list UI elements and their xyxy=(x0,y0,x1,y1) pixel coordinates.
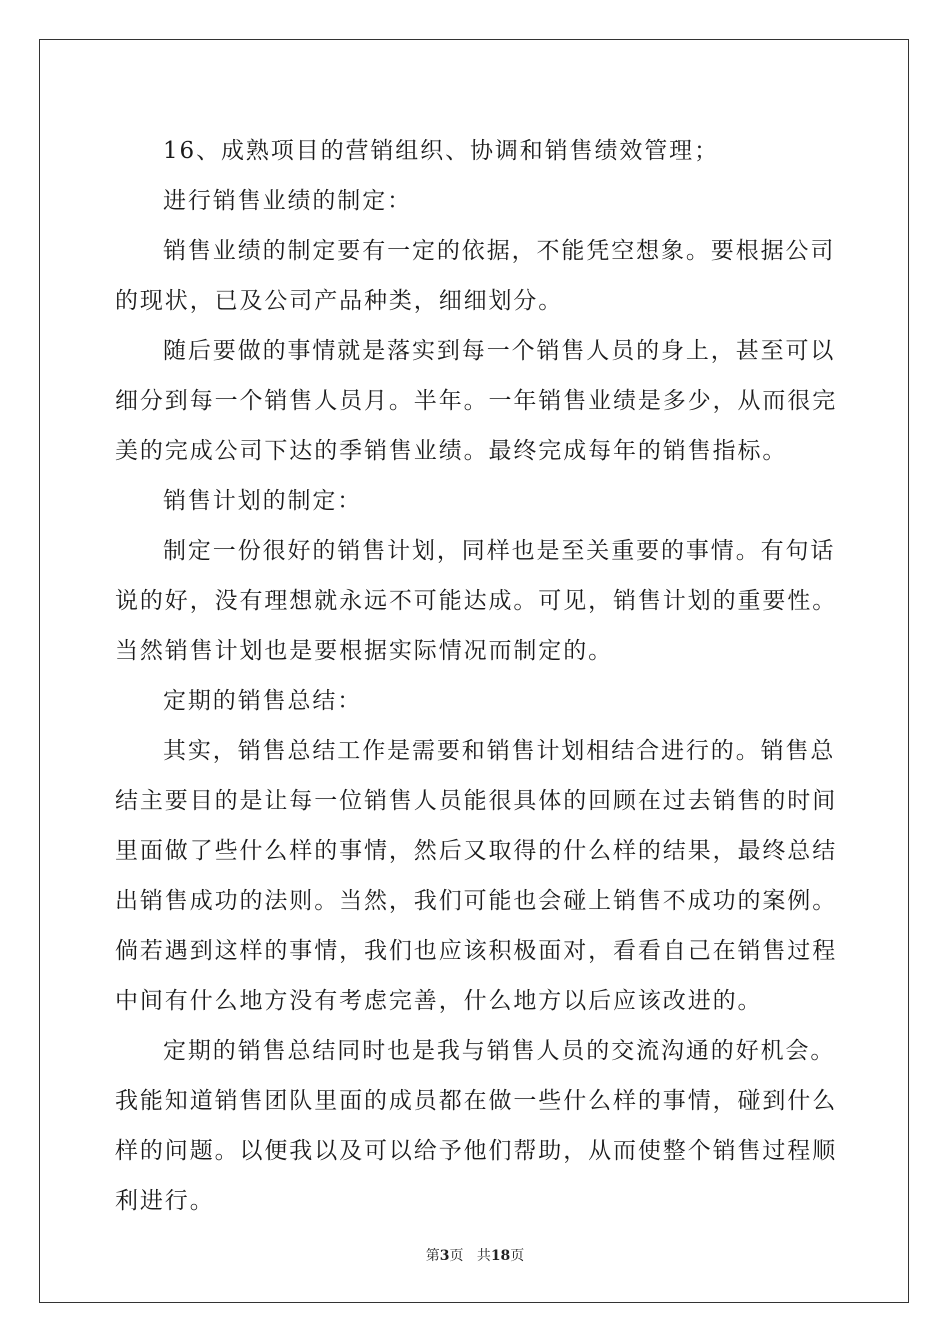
paragraph-6: 制定一份很好的销售计划，同样也是至关重要的事情。有句话说的好，没有理想就永远不可能达成。可见，销售计划的重要性。当然销售计划也是要根据实际情况而制定的。 xyxy=(115,538,838,664)
document-body xyxy=(115,126,840,1226)
footer-page-prefix: 第 xyxy=(425,1248,440,1264)
footer-total-prefix: 共 xyxy=(476,1248,491,1264)
paragraph-3: 销售业绩的制定要有一定的依据，不能凭空想象。要根据公司的现状，已及公司产品种类，细细划分。 xyxy=(115,238,836,314)
footer-total-suffix: 页 xyxy=(510,1248,525,1264)
page-footer xyxy=(0,1246,950,1266)
footer-page-number: 3 xyxy=(439,1248,450,1264)
footer-page-suffix: 页 xyxy=(449,1248,464,1264)
heading-sales-performance: 进行销售业绩的制定： xyxy=(163,188,412,214)
footer-total-pages: 18 xyxy=(490,1248,511,1264)
paragraph-4: 随后要做的事情就是落实到每一个销售人员的身上，甚至可以细分到每一个销售人员月。半年。一年销售业绩是多少，从而很完美的完成公司下达的季销售业绩。最终完成每年的销售指标。 xyxy=(115,338,838,464)
heading-sales-summary: 定期的销售总结： xyxy=(163,688,363,714)
heading-sales-plan: 销售计划的制定： xyxy=(163,488,363,514)
paragraph-9: 定期的销售总结同时也是我与销售人员的交流沟通的好机会。我能知道销售团队里面的成员都在做一些什么样的事情，碰到什么样的问题。以便我以及可以给予他们帮助，从而使整个销售过程顺利进行。 xyxy=(115,1038,838,1214)
paragraph-8: 其实，销售总结工作是需要和销售计划相结合进行的。销售总结主要目的是让每一位销售人员能很具体的回顾在过去销售的时间里面做了些什么样的事情，然后又取得的什么样的结果，最终总结出销售成功的法则。当然，我们可能也会碰上销售不成功的案例。倘若遇到这样的事情，我们也应该积极面对，看看自己在销售过程中间有什么地方没有考虑完善，什么地方以后应该改进的。 xyxy=(115,738,838,1014)
paragraph-1: 16、成熟项目的营销组织、协调和销售绩效管理； xyxy=(163,138,719,164)
